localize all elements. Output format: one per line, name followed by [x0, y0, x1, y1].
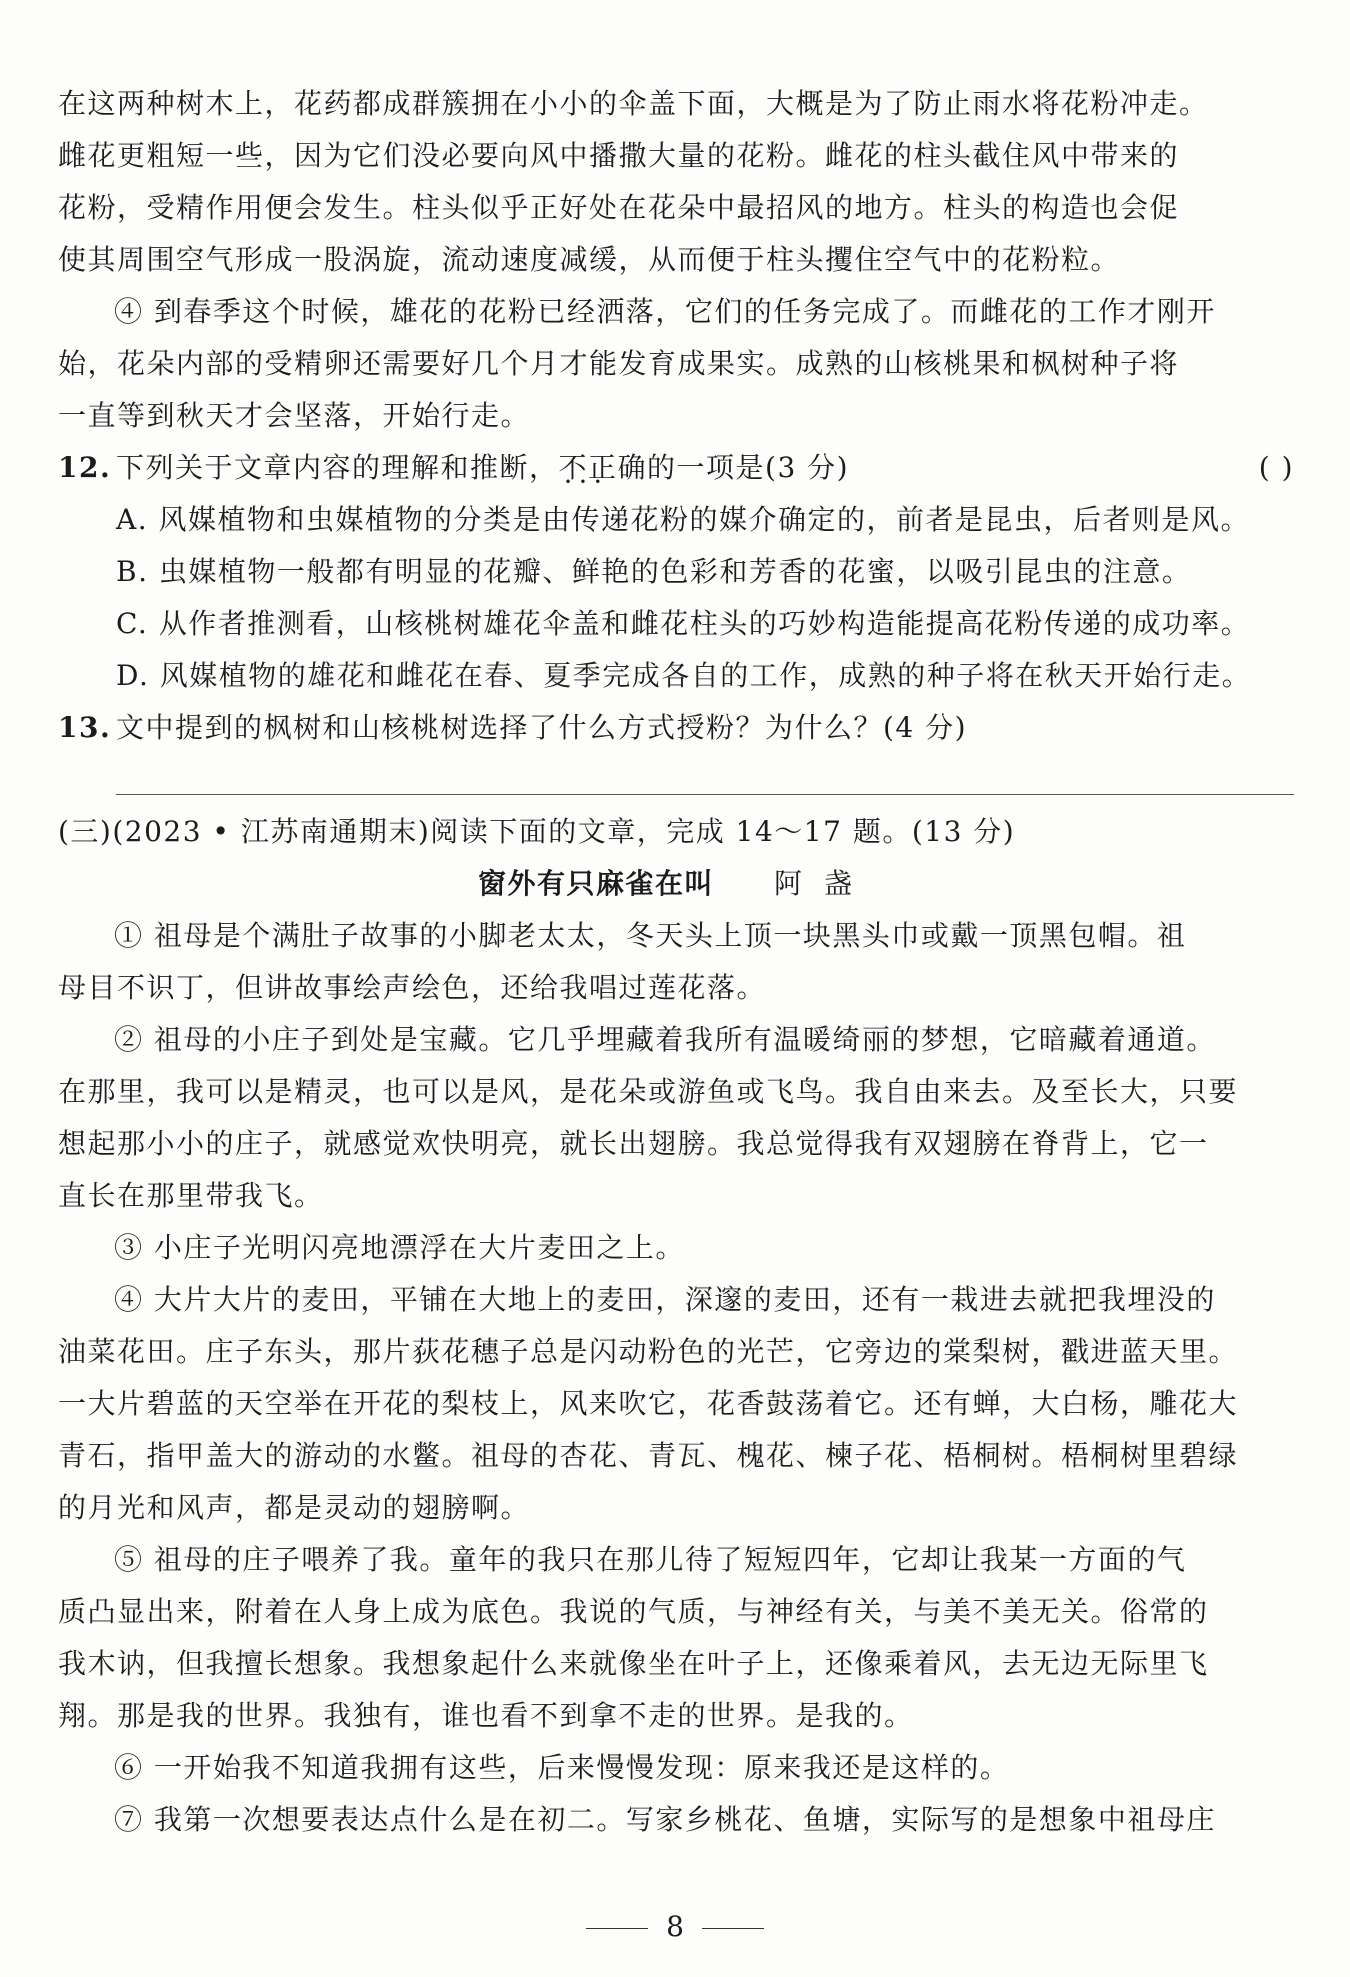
answer-bracket: ( ) [1258, 451, 1294, 484]
text-line: ④ 大片大片的麦田，平铺在大地上的麦田，深邃的麦田，还有一栽进去就把我埋没的 [114, 1283, 1216, 1316]
question-number: 13. [58, 711, 112, 744]
article-title-line [58, 858, 1294, 910]
text-line: 一直等到秋天才会坚落，开始行走。 [58, 399, 531, 432]
text-line: 油菜花田。庄子东头，那片荻花穗子总是闪动粉色的光芒，它旁边的棠梨树，戳进蓝天里。 [58, 1335, 1239, 1368]
option-line: A. 风媒植物和虫媒植物的分类是由传递花粉的媒介确定的，前者是昆虫，后者则是风。 [116, 503, 1251, 536]
text-line: 在那里，我可以是精灵，也可以是风，是花朵或游鱼或飞鸟。我自由来去。及至长大，只要 [58, 1075, 1239, 1108]
page-footer [0, 1910, 1350, 1943]
question-13 [58, 702, 1294, 754]
text-line: 想起那小小的庄子，就感觉欢快明亮，就长出翅膀。我总觉得我有双翅膀在脊背上，它一 [58, 1127, 1209, 1160]
question-12-options [58, 494, 1294, 702]
passage-continuation [58, 78, 1294, 286]
text-line: ⑦ 我第一次想要表达点什么是在初二。写家乡桃花、鱼塘，实际写的是想象中祖母庄 [114, 1803, 1216, 1836]
text-line: ② 祖母的小庄子到处是宝藏。它几乎埋藏着我所有温暖绮丽的梦想，它暗藏着通道。 [114, 1023, 1216, 1056]
text-line: 在这两种树木上，花药都成群簇拥在小小的伞盖下面，大概是为了防止雨水将花粉冲走。 [58, 87, 1209, 120]
option-line: B. 虫媒植物一般都有明显的花瓣、鲜艳的色彩和芳香的花蜜，以吸引昆虫的注意。 [116, 555, 1192, 588]
text-line: 质凸显出来，附着在人身上成为底色。我说的气质，与神经有关，与美不美无关。俗常的 [58, 1595, 1209, 1628]
section-heading: (三)(2023 • 江苏南通期末)阅读下面的文章，完成 14～17 题。(13 分) [58, 815, 1016, 848]
article-body [58, 910, 1294, 1846]
emphasis-dots: 不正确 • • • [559, 442, 648, 494]
text-line: 始，花朵内部的受精卵还需要好几个月才能发育成果实。成熟的山核桃果和枫树种子将 [58, 347, 1180, 380]
text-line: 花粉，受精作用便会发生。柱头似乎正好处在花朵中最招风的地方。柱头的构造也会促 [58, 191, 1180, 224]
text-line: 青石，指甲盖大的游动的水鳖。祖母的杏花、青瓦、槐花、楝子花、梧桐树。梧桐树里碧绿 [58, 1439, 1239, 1472]
text-line: 一大片碧蓝的天空举在开花的梨枝上，风来吹它，花香鼓荡着它。还有蝉，大白杨，雕花大 [58, 1387, 1239, 1420]
text-line: 使其周围空气形成一股涡旋，流动速度减缓，从而便于柱头攫住空气中的花粉粒。 [58, 243, 1121, 276]
question-stem: 下列关于文章内容的理解和推断，不正确 • • •的一项是(3 分) [116, 442, 1204, 494]
text-line: 翔。那是我的世界。我独有，谁也看不到拿不走的世界。是我的。 [58, 1699, 914, 1732]
answer-line [116, 794, 1294, 795]
text-line: 的月光和风声，都是灵动的翅膀啊。 [58, 1491, 531, 1524]
text-line: ④ 到春季这个时候，雄花的花粉已经洒落，它们的任务完成了。而雌花的工作才刚开 [114, 295, 1216, 328]
paragraph-4 [58, 286, 1294, 442]
option-line: D. 风媒植物的雄花和雌花在春、夏季完成各自的工作，成熟的种子将在秋天开始行走。 [116, 659, 1252, 692]
text-line: ① 祖母是个满肚子故事的小脚老太太，冬天头上顶一块黑头巾或戴一顶黑包帽。祖 [114, 919, 1187, 952]
text-line: 直长在那里带我飞。 [58, 1179, 324, 1212]
text-line: ⑥ 一开始我不知道我拥有这些，后来慢慢发现：原来我还是这样的。 [114, 1751, 1010, 1784]
page-number: 8 [666, 1910, 684, 1943]
text-line: 我木讷，但我擅长想象。我想象起什么来就像坐在叶子上，还像乘着风，去无边无际里飞 [58, 1647, 1209, 1680]
option-line: C. 从作者推测看，山核桃树雄花伞盖和雌花柱头的巧妙构造能提高花粉传递的成功率。 [116, 607, 1251, 640]
question-12 [58, 442, 1294, 494]
question-stem: 文中提到的枫树和山核桃树选择了什么方式授粉？为什么？(4 分) [116, 711, 968, 744]
footer-rule-right [702, 1928, 764, 1929]
text-line: 雌花更粗短一些，因为它们没必要向风中播撒大量的花粉。雌花的柱头截住风中带来的 [58, 139, 1180, 172]
text-line: ⑤ 祖母的庄子喂养了我。童年的我只在那儿待了短短四年，它却让我某一方面的气 [114, 1543, 1187, 1576]
text-line: 母目不识丁，但讲故事绘声绘色，还给我唱过莲花落。 [58, 971, 767, 1004]
page-content [58, 78, 1294, 1846]
footer-rule-left [586, 1928, 648, 1929]
question-number: 12. [58, 451, 112, 484]
article-author: 阿盏 [774, 867, 875, 900]
text-line: ③ 小庄子光明闪亮地漂浮在大片麦田之上。 [114, 1231, 685, 1264]
article-title: 窗外有只麻雀在叫 [477, 867, 714, 900]
